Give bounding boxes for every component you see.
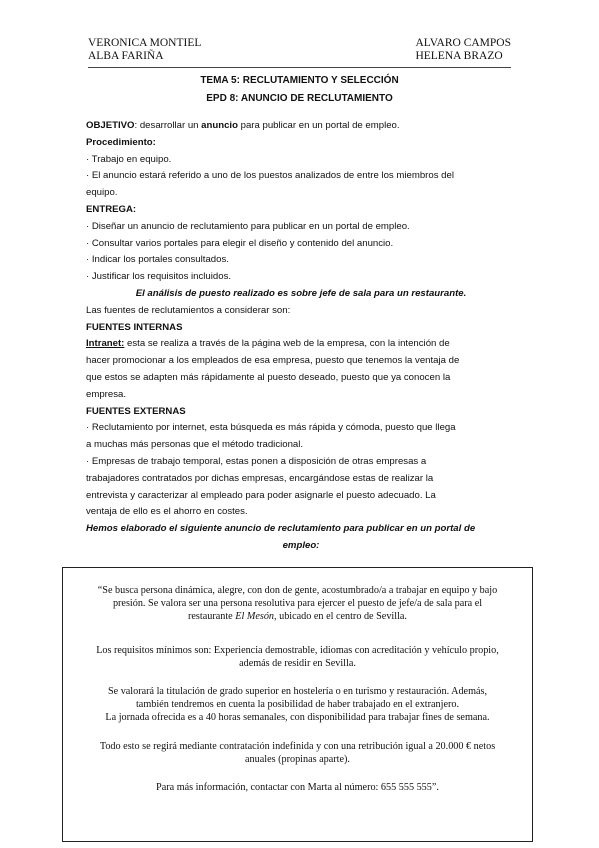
ad-line: La jornada ofrecida es a 40 horas semanales, con disponibilidad para trabajar fines de semana.	[105, 712, 490, 724]
assignment-title: EPD 8: ANUNCIO DE RECLUTAMIENTO	[206, 93, 393, 104]
delivery-heading: ENTREGA:	[86, 203, 137, 215]
intranet-text: esta se realiza a través de la página web de la empresa, con la intención de	[124, 338, 450, 350]
list-item-continuation: a muchas más personas que el método tradicional.	[86, 439, 304, 451]
procedure-heading: Procedimiento:	[86, 136, 156, 148]
topic-title: TEMA 5: RECLUTAMIENTO Y SELECCIÓN	[200, 75, 399, 86]
ad-line: Los requisitos mínimos son: Experiencia demostrable, idiomas con acreditación y vehículo propio,	[96, 645, 499, 656]
ad-line: también tendremos en cuenta la posibilidad de haber trabajado en el extranjero.	[135, 699, 460, 711]
list-item-continuation: ventaja de ello es el ahorro en costes.	[86, 506, 248, 518]
intranet-text: empresa.	[86, 388, 126, 400]
list-item: · Indicar los portales consultados.	[86, 254, 229, 266]
objective-text: para publicar en un portal de empleo.	[237, 120, 400, 131]
header-right-authors	[415, 37, 511, 63]
ad-intro-line: Hemos elaborado el siguiente anuncio de reclutamiento para publicar en un portal de	[86, 523, 476, 535]
ad-line: presión. Se valora ser una persona resolutiva para ejercer el puesto de jefe/a de sala para el	[112, 598, 483, 610]
list-item: · Reclutamiento por internet, esta búsqueda es más rápida y cómoda, puesto que llega	[86, 422, 456, 434]
ad-line: Se valorará la titulación de grado superior en hostelería o en turismo y restauración. Además,	[107, 686, 488, 697]
ad-line	[75, 610, 520, 623]
objective-line	[86, 118, 516, 135]
ad-line: además de residir en Sevilla.	[239, 658, 356, 670]
ad-paragraph-contract	[75, 740, 520, 766]
ad-line: anuales (propinas aparte).	[245, 754, 350, 766]
intranet-text: que estos se adapten más rápidamente al puesto deseado, puesto que ya conocen la	[86, 371, 451, 383]
list-item-continuation: trabajadores contratados por dichas empresas, encargándose estas de realizar la	[86, 472, 434, 484]
analysis-statement: El análisis de puesto realizado es sobre jefe de sala para un restaurante.	[135, 287, 467, 299]
external-sources-heading: FUENTES EXTERNAS	[86, 405, 186, 417]
ad-text: restaurante	[188, 611, 236, 623]
internal-sources-heading: FUENTES INTERNAS	[86, 321, 183, 333]
list-item: · Trabajo en equipo.	[86, 153, 172, 165]
header-left-authors	[88, 37, 201, 63]
document-titles	[88, 72, 511, 108]
ad-paragraph-description	[75, 584, 520, 624]
list-item-continuation: entrevista y caracterizar al empleado para poder asignarle el puesto adecuado. La	[86, 489, 436, 501]
job-ad-box	[62, 567, 533, 842]
objective-text: : desarrollar un	[134, 120, 202, 131]
objective-keyword: anuncio	[201, 120, 238, 131]
list-item: · Justificar los requisitos incluidos.	[86, 271, 232, 283]
list-item-continuation: equipo.	[86, 187, 118, 199]
ad-line: Para más información, contactar con Marta al número: 655 555 555”.	[156, 782, 439, 793]
objective-label: OBJETIVO	[86, 120, 135, 131]
author-name: VERONICA MONTIEL	[88, 37, 202, 49]
intranet-text: hacer promocionar a los empleados de esa empresa, puesto que tenemos la ventaja de	[86, 355, 460, 367]
ad-text: , ubicado en el centro de Sevilla.	[274, 611, 407, 623]
list-item: · El anuncio estará referido a uno de los puestos analizados de entre los miembros del	[86, 170, 454, 182]
author-name: ALBA FARIÑA	[88, 50, 164, 62]
document-body	[86, 118, 516, 555]
sources-intro: Las fuentes de reclutamientos a considerar son:	[86, 304, 291, 316]
intranet-label: Intranet:	[86, 338, 125, 350]
ad-paragraph-contact	[75, 781, 520, 794]
intranet-paragraph	[86, 336, 516, 353]
header-divider	[88, 67, 511, 68]
ad-line: Todo esto se regirá mediante contratación indefinida y con una retribución igual a 20.000 € netos	[99, 741, 496, 752]
restaurant-name: El Mesón	[235, 611, 275, 623]
list-item: · Diseñar un anuncio de reclutamiento para publicar en un portal de empleo.	[86, 220, 410, 232]
list-item: · Empresas de trabajo temporal, estas ponen a disposición de otras empresas a	[86, 455, 427, 467]
ad-line: “Se busca persona dinámica, alegre, con don de gente, acostumbrado/a a trabajar en equipo y bajo	[97, 585, 498, 596]
author-name: ALVARO CAMPOS	[415, 37, 511, 49]
ad-intro-line: empleo:	[282, 539, 320, 551]
ad-paragraph-valued	[75, 685, 520, 725]
author-name: HELENA BRAZO	[415, 50, 503, 62]
list-item: · Consultar varios portales para elegir el diseño y contenido del anuncio.	[86, 237, 394, 249]
ad-paragraph-requirements	[75, 644, 520, 670]
